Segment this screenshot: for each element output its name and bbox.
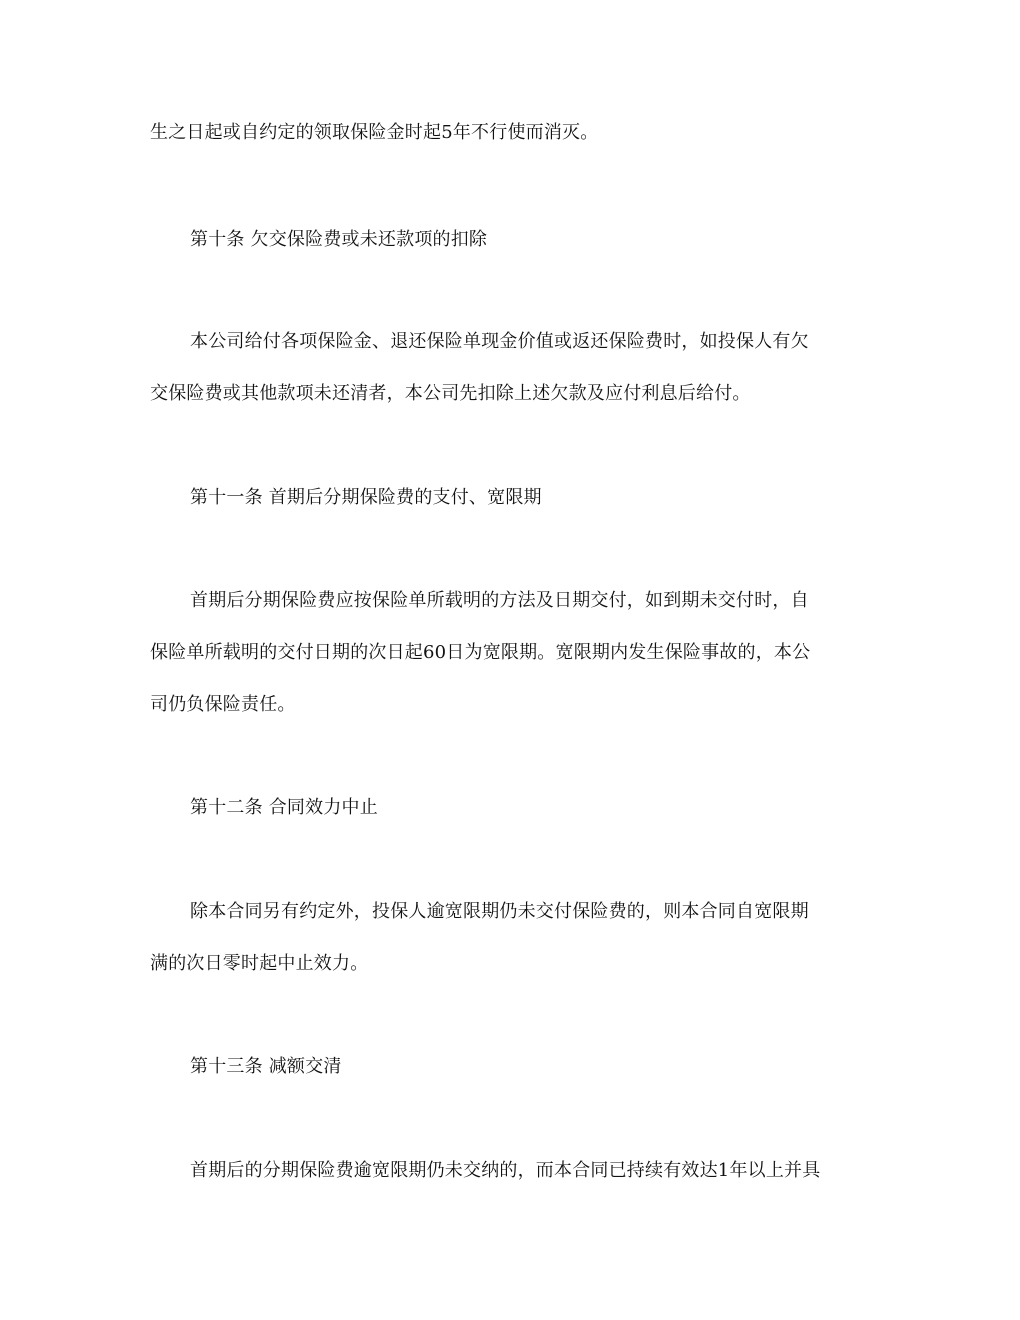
paragraph-line: 除本合同另有约定外，投保人逾宽限期仍未交付保险费的，则本合同自宽限期 [190,901,809,922]
paragraph-line: 交保险费或其他款项未还清者，本公司先扣除上述欠款及应付利息后给付。 [150,383,751,404]
paragraph-line: 生之日起或自约定的领取保险金时起5年不行使而消灭。 [150,122,599,143]
section-heading-article-12: 第十二条 合同效力中止 [190,797,378,818]
paragraph-line: 司仍负保险责任。 [150,694,296,715]
section-heading-article-10: 第十条 欠交保险费或未还款项的扣除 [190,229,488,250]
paragraph-line: 满的次日零时起中止效力。 [150,953,369,974]
paragraph-line: 首期后的分期保险费逾宽限期仍未交纳的，而本合同已持续有效达1年以上并具 [190,1160,821,1181]
paragraph-line: 保险单所载明的交付日期的次日起60日为宽限期。宽限期内发生保险事故的，本公 [150,642,811,663]
section-heading-article-11: 第十一条 首期后分期保险费的支付、宽限期 [190,487,542,508]
section-heading-article-13: 第十三条 减额交清 [190,1056,342,1077]
paragraph-line: 首期后分期保险费应按保险单所载明的方法及日期交付，如到期未交付时，自 [190,590,809,611]
paragraph-line: 本公司给付各项保险金、退还保险单现金价值或返还保险费时，如投保人有欠 [190,331,809,352]
